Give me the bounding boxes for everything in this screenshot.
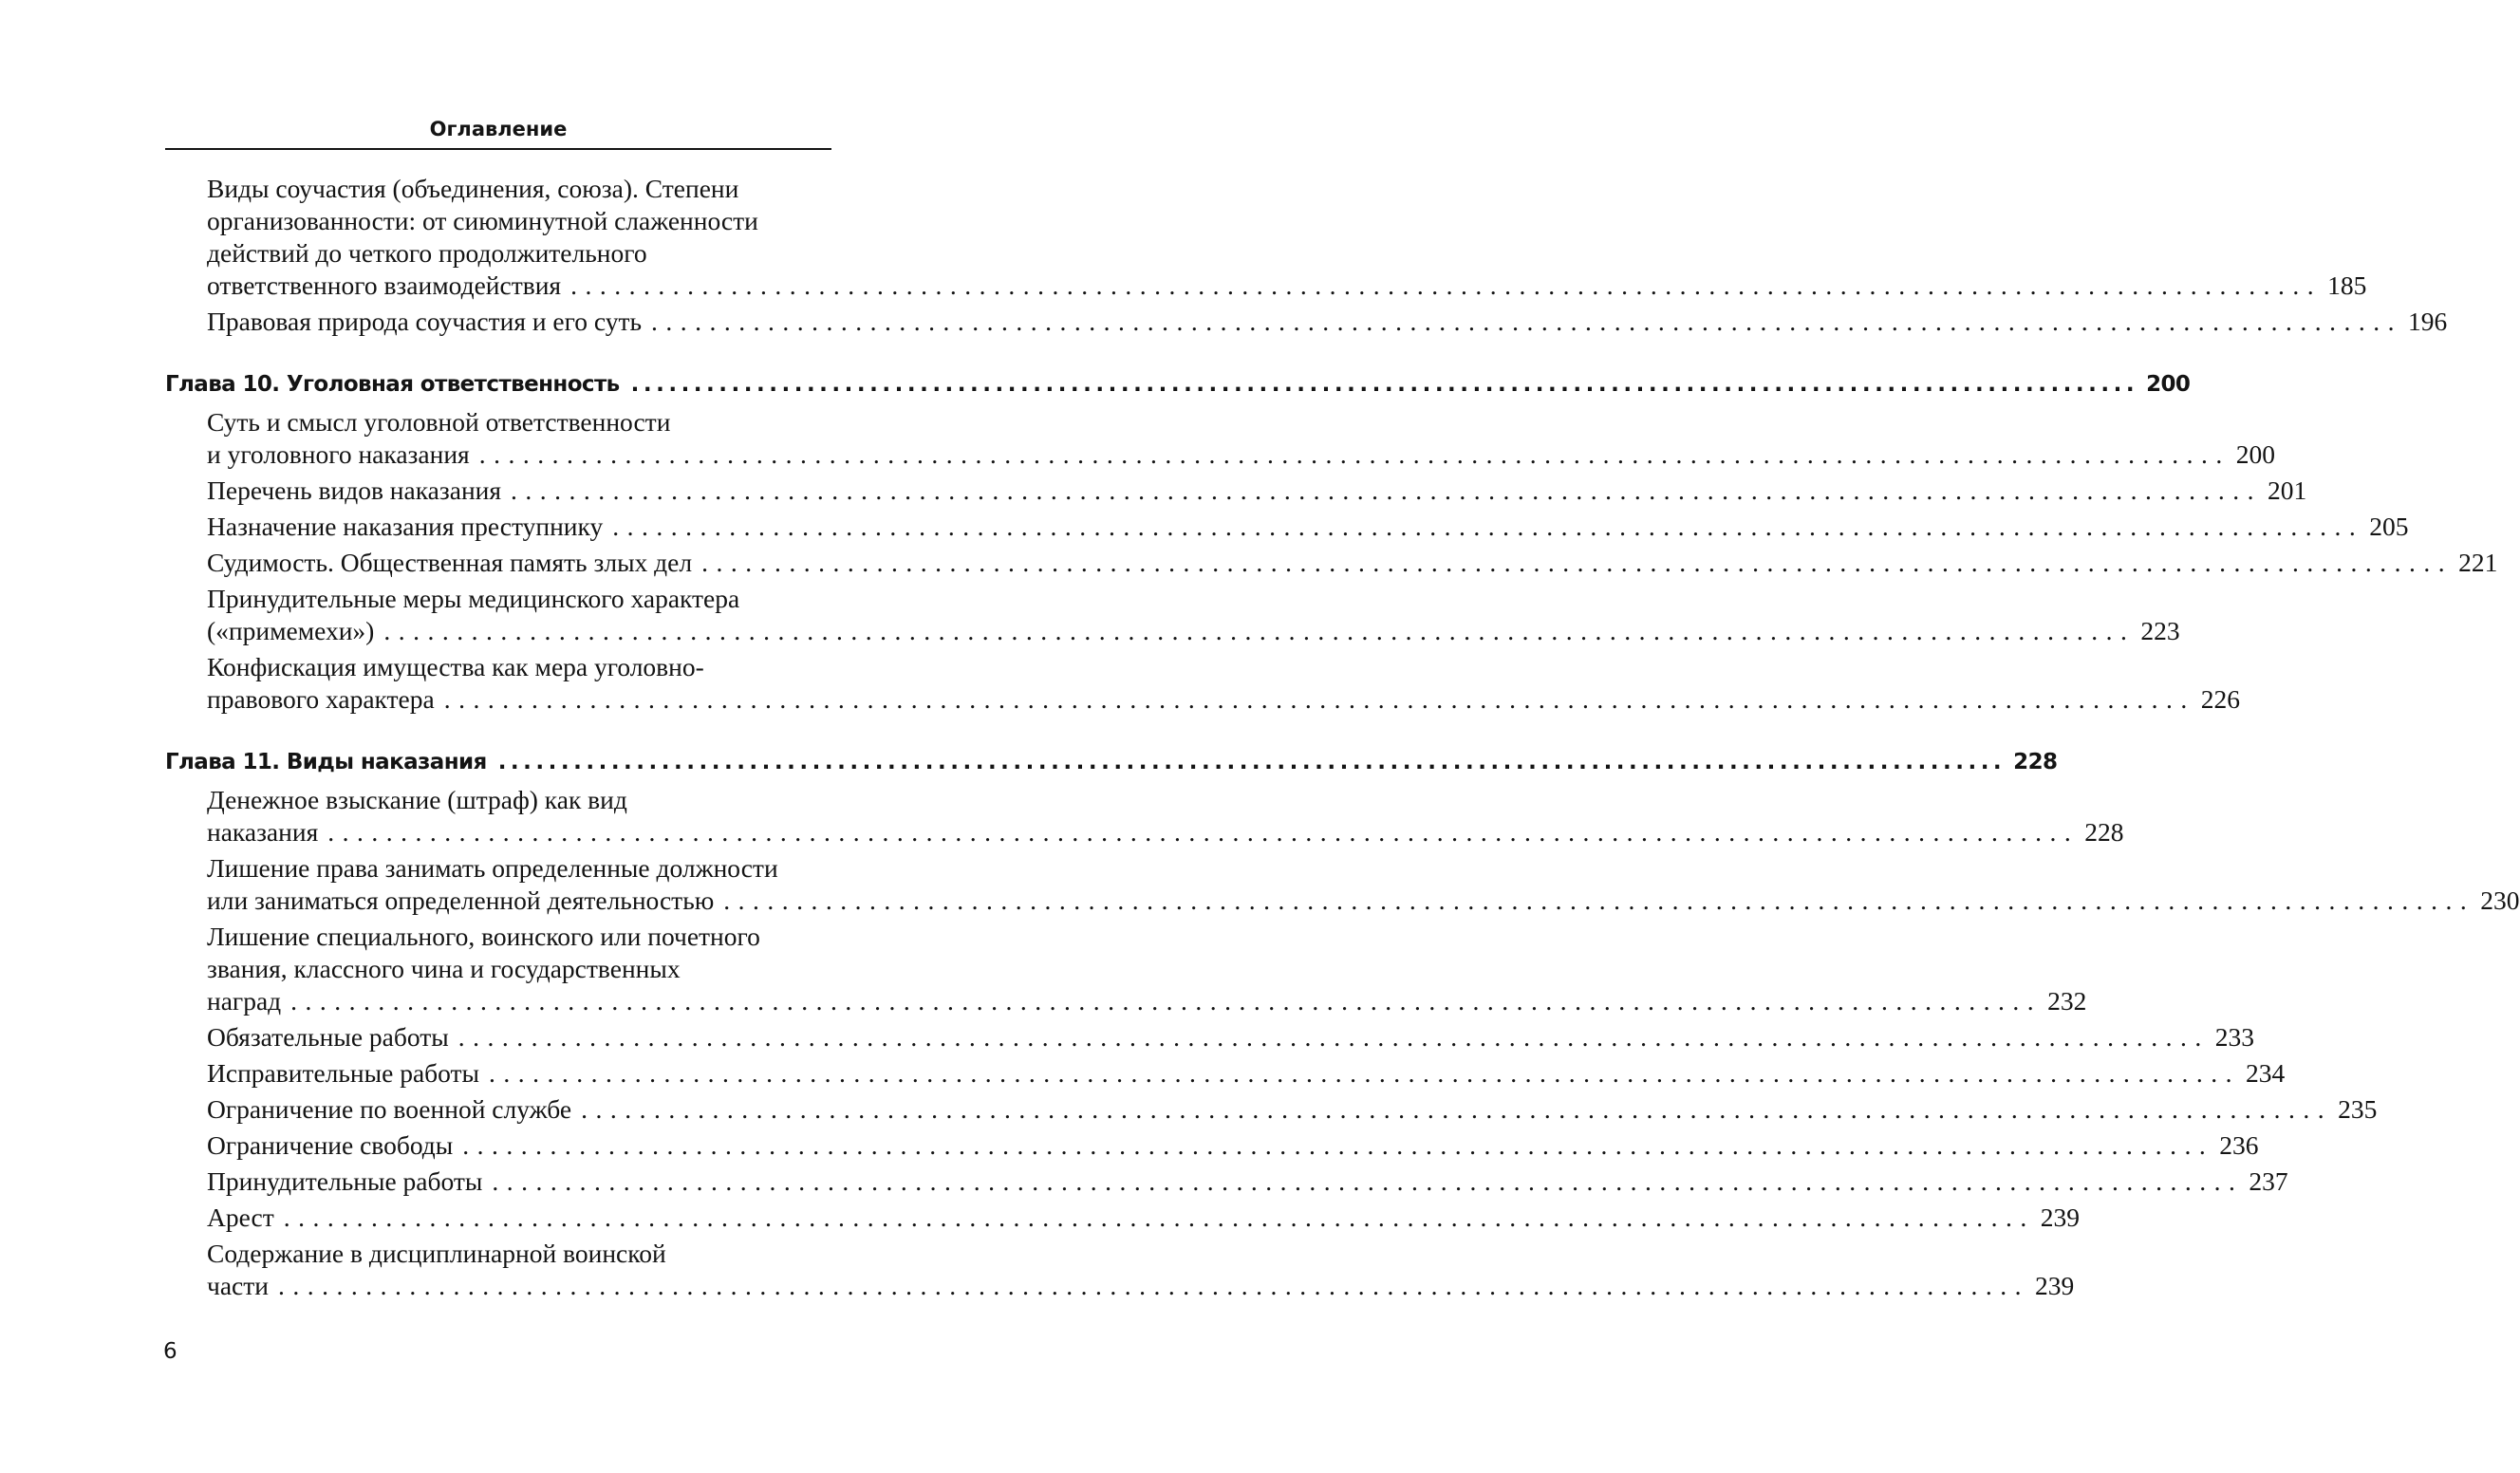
toc-entry-last-line bbox=[207, 1093, 2378, 1126]
toc-entry-last-line bbox=[207, 511, 2409, 543]
toc-entry-last-line bbox=[207, 1165, 2288, 1198]
running-header: Оглавление bbox=[429, 118, 568, 140]
toc-entry-page-number: 235 bbox=[2338, 1094, 2378, 1124]
toc-entry-line: Лишение права занимать определенные должности bbox=[207, 853, 778, 883]
toc-entry-line: Суть и смысл уголовной ответственности bbox=[207, 407, 671, 437]
toc-entry-page-number: 200 bbox=[2235, 439, 2275, 469]
toc-entry-title: Арест bbox=[207, 1203, 274, 1232]
dot-leader: ........................................................................................................................ bbox=[443, 684, 2195, 714]
chapter-heading[interactable] bbox=[165, 368, 2191, 401]
toc-entry-line: Лишение специального, воинского или почетного bbox=[207, 922, 760, 951]
toc-entry-page-number: 237 bbox=[2249, 1166, 2288, 1196]
toc-entry-page-number: 233 bbox=[2214, 1022, 2255, 1052]
dot-leader: ........................................................................................................................ bbox=[497, 750, 2007, 774]
toc-entry[interactable] bbox=[207, 583, 2180, 647]
toc-entry-title: и уголовного наказания bbox=[207, 439, 470, 469]
dot-leader: ........................................................................................................................ bbox=[511, 475, 2263, 505]
toc-entry[interactable] bbox=[207, 406, 2275, 471]
toc-entry-line: действий до четкого продолжительного bbox=[207, 238, 647, 268]
toc-entry-title: Обязательные работы bbox=[207, 1022, 449, 1052]
dot-leader: ........................................................................................................................ bbox=[723, 886, 2475, 915]
dot-leader: ........................................................................................................................ bbox=[283, 1203, 2035, 1232]
toc-entry[interactable] bbox=[207, 1238, 2075, 1302]
toc-entry-title: Ограничение свободы bbox=[207, 1130, 454, 1160]
toc-entry-page-number: 236 bbox=[2219, 1130, 2259, 1160]
dot-leader: ........................................................................................................................ bbox=[651, 307, 2403, 336]
toc-entry[interactable] bbox=[207, 1021, 2255, 1053]
toc-entry-last-line bbox=[207, 475, 2307, 507]
dot-leader: ........................................................................................................................ bbox=[327, 817, 2080, 847]
toc-entry[interactable] bbox=[207, 306, 2448, 338]
dot-leader: ........................................................................................................................ bbox=[581, 1094, 2333, 1124]
toc-entry-title: или заниматься определенной деятельностью bbox=[207, 886, 715, 915]
toc-entry-last-line bbox=[207, 1270, 2075, 1302]
toc-entry-page-number: 232 bbox=[2047, 986, 2087, 1016]
toc-entry-page-number: 223 bbox=[2140, 616, 2180, 645]
toc-entry-last-line bbox=[207, 683, 2240, 716]
toc-entry-last-line bbox=[207, 1057, 2286, 1090]
toc-entry-last-line bbox=[207, 985, 2087, 1017]
toc-entry-title: Судимость. Общественная память злых дел bbox=[207, 548, 693, 577]
toc-entry-title: Исправительные работы bbox=[207, 1058, 480, 1088]
toc-entry[interactable] bbox=[207, 1093, 2378, 1126]
toc-entry-page-number: 239 bbox=[2040, 1203, 2080, 1232]
toc-entry-title: («примемехи») bbox=[207, 616, 375, 645]
toc-entry-page-number: 185 bbox=[2327, 270, 2367, 300]
toc-entry[interactable] bbox=[207, 921, 2087, 1017]
toc-entry-last-line bbox=[207, 1021, 2255, 1053]
dot-leader: ........................................................................................................................ bbox=[492, 1166, 2244, 1196]
chapter-heading[interactable] bbox=[165, 746, 2058, 778]
toc-entry[interactable] bbox=[207, 173, 2367, 302]
toc-entry-title: правового характера bbox=[207, 684, 435, 714]
toc-entry-page-number: 205 bbox=[2369, 512, 2409, 541]
toc-entry-page-number: 239 bbox=[2034, 1271, 2075, 1300]
toc-entry-page-number: 201 bbox=[2268, 475, 2307, 505]
dot-leader: ........................................................................................................................ bbox=[612, 512, 2364, 541]
toc-entry-line: организованности: от сиюминутной слаженности bbox=[207, 206, 758, 235]
dot-leader: ........................................................................................................................ bbox=[457, 1022, 2210, 1052]
toc-entry[interactable] bbox=[207, 784, 2124, 848]
chapter-page-number: 228 bbox=[2013, 750, 2058, 774]
toc-entry-title: Ограничение по военной службе bbox=[207, 1094, 572, 1124]
toc-entry-line: Денежное взыскание (штраф) как вид bbox=[207, 785, 627, 814]
toc-entry-page-number: 196 bbox=[2408, 307, 2448, 336]
toc-entry[interactable] bbox=[207, 1202, 2080, 1234]
toc-entry-title: наказания bbox=[207, 817, 319, 847]
toc-entry-page-number: 228 bbox=[2084, 817, 2124, 847]
toc-entry[interactable] bbox=[207, 547, 2498, 579]
chapter-title: Глава 11. Виды наказания bbox=[165, 750, 487, 774]
toc-entry-page-number: 230 bbox=[2480, 886, 2520, 915]
toc-entry-last-line bbox=[207, 1129, 2259, 1162]
dot-leader: ........................................................................................................................ bbox=[462, 1130, 2214, 1160]
toc-entry-line: Виды соучастия (объединения, союза). Степени bbox=[207, 174, 739, 203]
dot-leader: ........................................................................................................................ bbox=[383, 616, 2136, 645]
dot-leader: ........................................................................................................................ bbox=[290, 986, 2043, 1016]
toc-entry[interactable] bbox=[207, 1129, 2259, 1162]
toc-entry-last-line bbox=[207, 547, 2498, 579]
toc-entry-last-line bbox=[207, 615, 2180, 647]
toc-entry-last-line bbox=[207, 438, 2275, 471]
toc-entry-line: Содержание в дисциплинарной воинской bbox=[207, 1239, 666, 1268]
toc-entry-page-number: 226 bbox=[2200, 684, 2240, 714]
table-of-contents bbox=[165, 173, 2520, 1306]
toc-entry-title: Перечень видов наказания bbox=[207, 475, 502, 505]
dot-leader: ........................................................................................................................ bbox=[630, 372, 2139, 397]
page-number: 6 bbox=[163, 1339, 177, 1364]
dot-leader: ........................................................................................................................ bbox=[277, 1271, 2029, 1300]
toc-entry-title: Принудительные работы bbox=[207, 1166, 483, 1196]
toc-entry-page-number: 221 bbox=[2458, 548, 2498, 577]
dot-leader: ........................................................................................................................ bbox=[478, 439, 2231, 469]
toc-entry[interactable] bbox=[207, 852, 2520, 917]
toc-entry-title: ответственного взаимодействия bbox=[207, 270, 562, 300]
header-rule bbox=[165, 148, 831, 150]
dot-leader: ........................................................................................................................ bbox=[570, 270, 2323, 300]
toc-entry-line: Принудительные меры медицинского характера bbox=[207, 584, 740, 613]
toc-entry-last-line bbox=[207, 885, 2520, 917]
toc-entry-line: Конфискация имущества как мера уголовно- bbox=[207, 652, 704, 681]
toc-entry-title: части bbox=[207, 1271, 269, 1300]
dot-leader: ........................................................................................................................ bbox=[489, 1058, 2241, 1088]
toc-entry-title: Правовая природа соучастия и его суть bbox=[207, 307, 643, 336]
toc-entry-title: наград bbox=[207, 986, 282, 1016]
toc-entry-title: Назначение наказания преступнику bbox=[207, 512, 604, 541]
toc-entry-last-line bbox=[207, 1202, 2080, 1234]
toc-entry[interactable] bbox=[207, 511, 2409, 543]
toc-entry[interactable] bbox=[207, 1057, 2286, 1090]
toc-entry[interactable] bbox=[207, 651, 2240, 716]
toc-entry[interactable] bbox=[207, 1165, 2288, 1198]
dot-leader: ........................................................................................................................ bbox=[701, 548, 2454, 577]
toc-entry-last-line bbox=[207, 816, 2124, 848]
toc-entry-last-line bbox=[207, 306, 2448, 338]
chapter-title: Глава 10. Уголовная ответственность bbox=[165, 372, 620, 397]
toc-entry[interactable] bbox=[207, 475, 2307, 507]
toc-entry-last-line bbox=[207, 270, 2367, 302]
toc-entry-page-number: 234 bbox=[2246, 1058, 2286, 1088]
chapter-page-number: 200 bbox=[2146, 372, 2191, 397]
toc-entry-line: звания, классного чина и государственных bbox=[207, 954, 681, 983]
